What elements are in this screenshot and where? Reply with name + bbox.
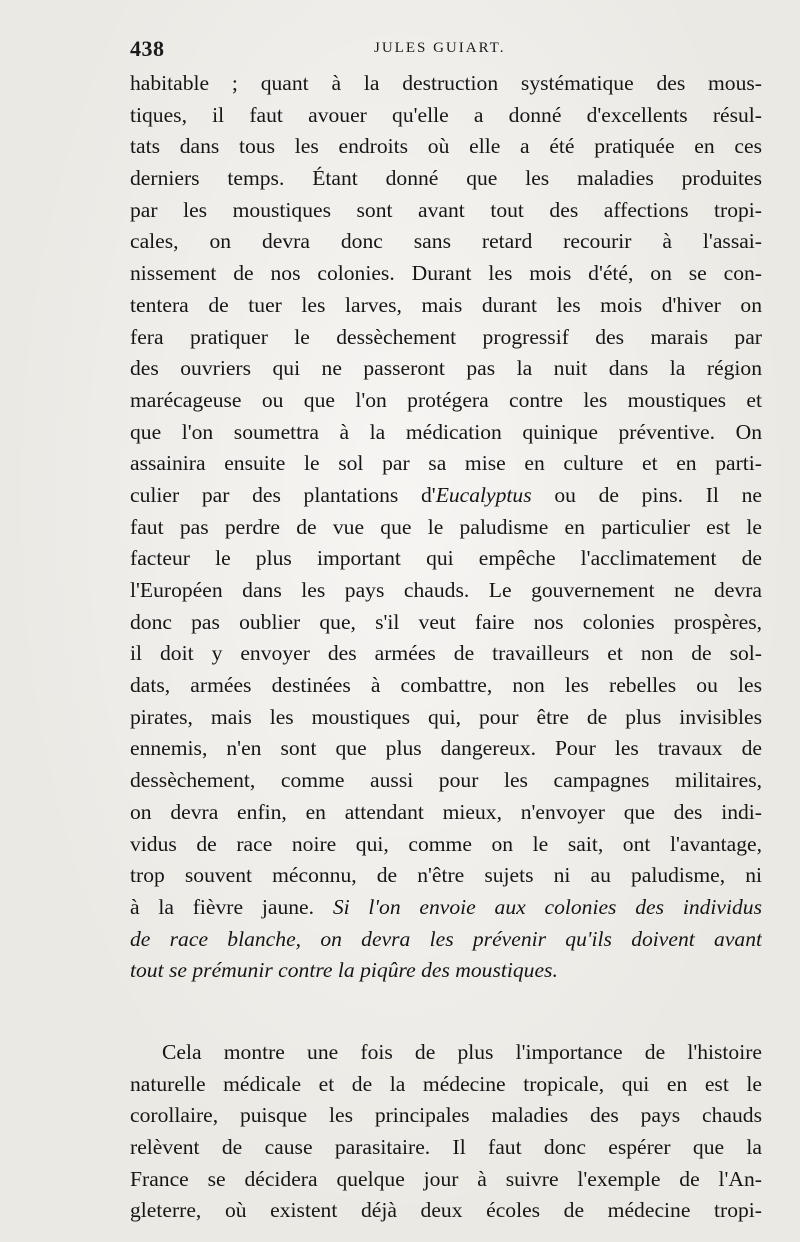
text-line: corollaire, puisque les principales maladies des pays chauds — [130, 1103, 762, 1128]
text-line: cales, on devra donc sans retard recourir à l'assai- — [130, 229, 762, 254]
text-line: dessèchement, comme aussi pour les campagnes militaires, — [130, 768, 762, 793]
text-line: relèvent de cause parasitaire. Il faut donc espérer que la — [130, 1135, 762, 1159]
text-line: naturelle médicale et de la médecine tropicale, qui en est le — [130, 1071, 762, 1096]
text-line: France se décidera quelque jour à suivre l'exemple de l'An- — [130, 1166, 762, 1191]
text-line: par les moustiques sont avant tout des affections tropi- — [130, 197, 762, 222]
text-line: gleterre, où existent déjà deux écoles de médecine tropi- — [130, 1198, 762, 1223]
text-line: nissement de nos colonies. Durant les mois d'été, on se con- — [130, 261, 762, 286]
text-line: ennemis, n'en sont que plus dangereux. Pour les travaux de — [130, 736, 762, 761]
text-line: il doit y envoyer des armées de travailleurs et non de sol- — [130, 641, 762, 666]
text-line: marécageuse ou que l'on protégera contre les moustiques et — [130, 387, 762, 412]
text-line: derniers temps. Étant donné que les maladies produites — [130, 166, 762, 191]
text-segment: culier par des plantations d' — [130, 482, 436, 507]
text-line: faut pas perdre de vue que le paludisme en particulier est le — [130, 514, 762, 539]
text-line-fievre — [130, 892, 762, 924]
paragraph-2 — [130, 1037, 762, 1227]
text-line: donc pas oublier que, s'il veut faire nos colonies prospères, — [130, 609, 762, 634]
text-line-eucalyptus — [130, 480, 762, 512]
text-line: que l'on soumettra à la médication quinique préventive. On — [130, 419, 762, 444]
page-number: 438 — [130, 36, 165, 61]
text-line: Cela montre une fois de plus l'importance de l'histoire — [162, 1039, 762, 1064]
text-line: facteur le plus important qui empêche l'acclimatement de — [130, 546, 762, 571]
paragraph-gap — [130, 987, 762, 1037]
text-line: pirates, mais les moustiques qui, pour être de plus invisibles — [130, 704, 762, 729]
text-line: tats dans tous les endroits où elle a été pratiquée en ces — [130, 134, 762, 159]
text-line: des ouvriers qui ne passeront pas la nuit dans la région — [130, 356, 762, 381]
page-header — [130, 36, 770, 60]
italic-line: tout se prémunir contre la piqûre des moustiques. — [130, 958, 558, 983]
text-line: tiques, il faut avouer qu'elle a donné d'excellents résul- — [130, 102, 762, 127]
italic-segment: Si l'on envoie aux colonies des individus — [332, 894, 762, 919]
text-segment: à la fièvre jaune. — [130, 894, 333, 919]
running-head: JULES GUIART. — [374, 40, 506, 56]
text-line: habitable ; quant à la destruction systématique des mous- — [130, 71, 762, 95]
text-line: trop souvent méconnu, de n'être sujets ni au paludisme, ni — [130, 863, 762, 888]
body-text — [130, 68, 762, 1227]
text-line: l'Européen dans les pays chauds. Le gouvernement ne devra — [130, 578, 762, 602]
text-line: fera pratiquer le dessèchement progressif des marais par — [130, 324, 762, 349]
text-line: dats, armées destinées à combattre, non les rebelles ou les — [130, 673, 762, 698]
text-segment: ou de pins. Il ne — [531, 482, 762, 507]
italic-line: de race blanche, on devra les prévenir qu'ils doivent avant — [130, 926, 762, 951]
text-line: assainira ensuite le sol par sa mise en culture et en parti- — [130, 451, 762, 476]
paragraph-1 — [130, 68, 762, 987]
text-line: on devra enfin, en attendant mieux, n'envoyer que des indi- — [130, 799, 762, 824]
italic-term: Eucalyptus — [435, 482, 532, 507]
text-line: vidus de race noire qui, comme on le sait, ont l'avantage, — [130, 831, 762, 856]
text-line: tentera de tuer les larves, mais durant les mois d'hiver on — [130, 292, 762, 317]
